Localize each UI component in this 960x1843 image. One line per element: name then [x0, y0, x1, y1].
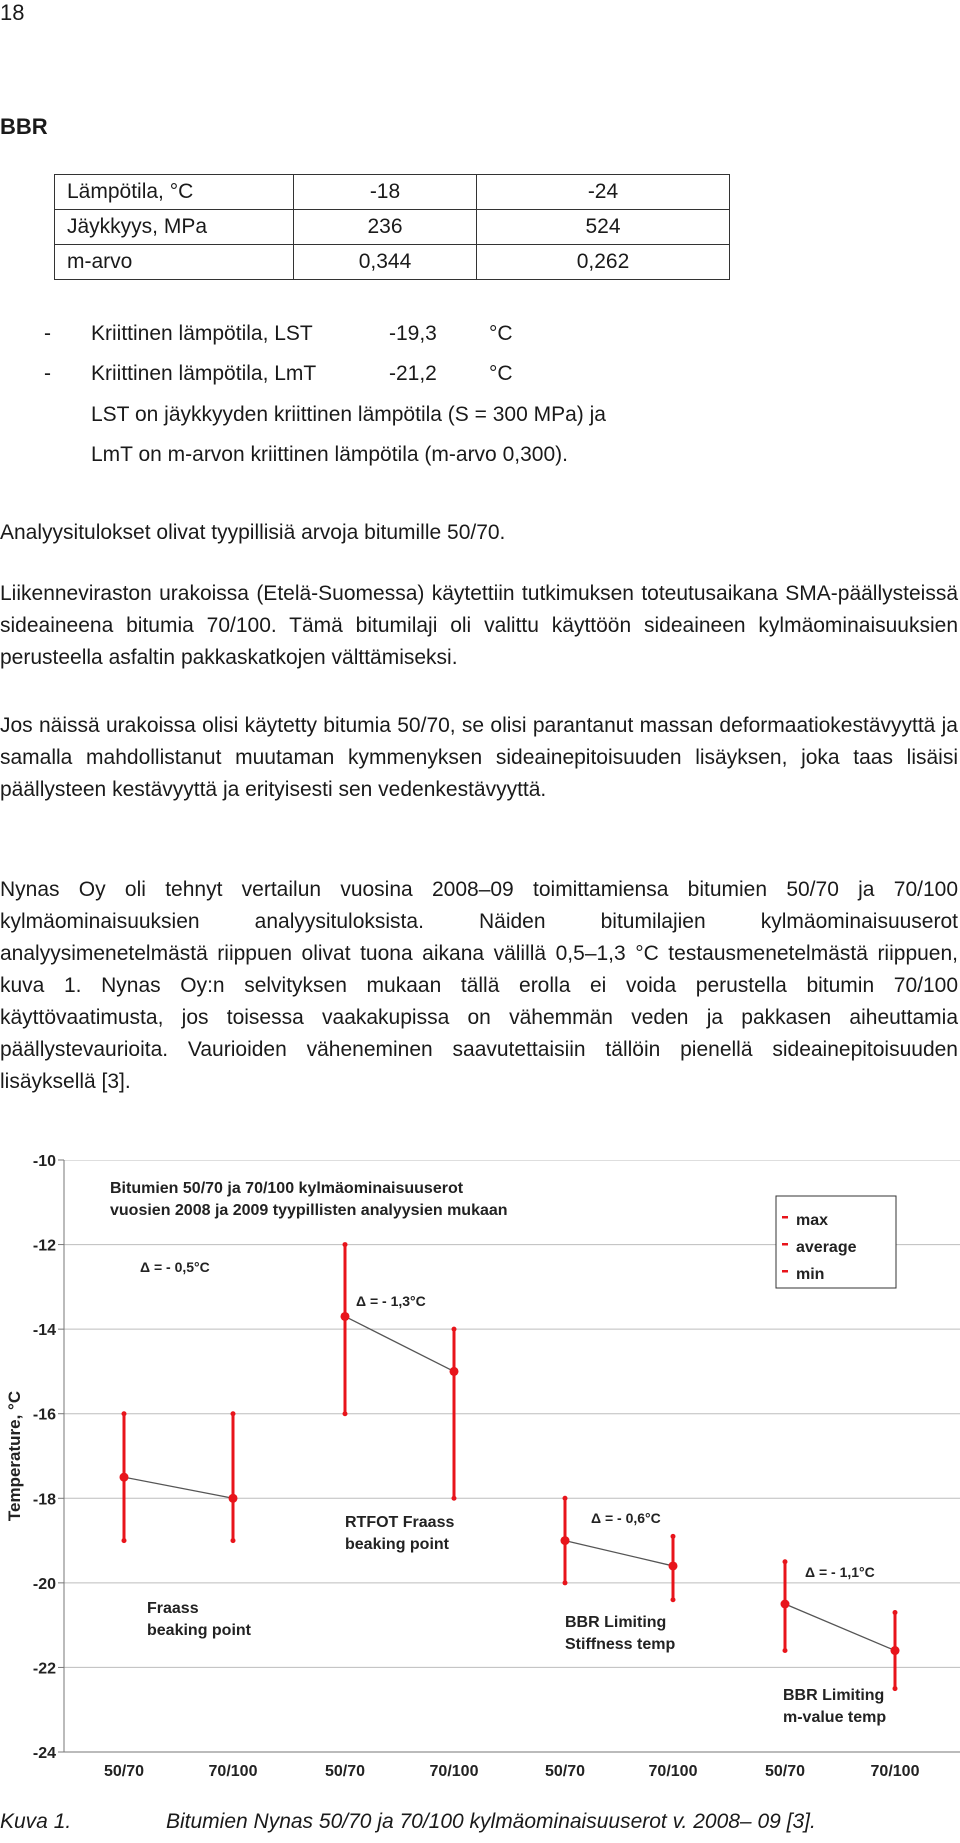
delta-annotation: Δ = - 0,5°C: [140, 1259, 210, 1275]
y-axis-label: Temperature, °C: [5, 1390, 24, 1522]
average-marker: [450, 1367, 459, 1376]
min-marker: [563, 1580, 568, 1585]
table-cell: Jäykkyys, MPa: [55, 210, 294, 245]
average-connector-line: [345, 1316, 454, 1371]
list-item-unit: °C: [489, 362, 513, 385]
max-marker: [563, 1496, 568, 1501]
delta-annotation: Δ = - 1,3°C: [356, 1293, 426, 1309]
x-tick-label: 50/70: [324, 1763, 366, 1780]
x-tick-label: 50/70: [544, 1763, 586, 1780]
max-marker: [343, 1242, 348, 1247]
max-marker: [231, 1411, 236, 1416]
average-marker: [229, 1494, 238, 1503]
min-marker: [452, 1496, 457, 1501]
list-bullet: -: [44, 362, 51, 385]
table-cell: 0,344: [294, 245, 477, 280]
x-tick-label: 70/100: [648, 1763, 698, 1780]
list-item-label: Kriittinen lämpötila, LST: [91, 322, 313, 345]
y-tick-label: -20: [32, 1575, 56, 1593]
y-tick-label: -22: [32, 1660, 56, 1678]
figure-caption-label: Kuva 1.: [0, 1810, 72, 1833]
legend-entry: max: [796, 1212, 829, 1229]
properties-table: [54, 174, 730, 280]
list-note: LmT on m-arvon kriittinen lämpötila (m-arvo 0,300).: [91, 443, 568, 466]
min-marker: [122, 1538, 127, 1543]
y-tick-label: -14: [32, 1322, 56, 1340]
average-marker: [561, 1536, 570, 1545]
chart-title-line1: Bitumien 50/70 ja 70/100 kylmäominaisuuserot: [110, 1180, 464, 1197]
page-number: 18: [0, 0, 25, 25]
chart-title-line2: vuosien 2008 ja 2009 tyypillisten analyysien mukaan: [110, 1202, 508, 1219]
max-marker: [783, 1559, 788, 1564]
list-item-value: -21,2: [389, 362, 437, 385]
x-tick-label: 70/100: [870, 1763, 920, 1780]
average-marker: [891, 1646, 900, 1655]
x-tick-label: 70/100: [208, 1763, 258, 1780]
average-marker: [669, 1561, 678, 1570]
table-row: [55, 245, 730, 280]
y-tick-label: -16: [32, 1406, 56, 1424]
group-label: beaking point: [345, 1536, 449, 1553]
legend-marker: [782, 1216, 788, 1219]
legend-entry: average: [796, 1239, 857, 1256]
y-tick-label: -18: [32, 1491, 56, 1509]
temperature-chart: [0, 1140, 960, 1780]
list-bullet: -: [44, 322, 51, 345]
max-marker: [122, 1411, 127, 1416]
list-note: LST on jäykkyyden kriittinen lämpötila (S = 300 MPa) ja: [91, 403, 606, 426]
list-item-value: -19,3: [389, 322, 437, 345]
y-tick-label: -10: [32, 1153, 56, 1170]
table-cell: 0,262: [477, 245, 730, 280]
section-heading: BBR: [0, 114, 48, 139]
paragraph: Jos näissä urakoissa olisi käytetty bitumia 50/70, se olisi parantanut massan deformaatiokestävyyttä ja samalla mahdollistanut muutaman kymmenyksen sideainepitoisuuden lisäyksen, joka taas lisäisi päällysteen kestävyyttä ja erityisesti sen vedenkestävyyttä.: [0, 714, 958, 801]
group-label: m-value temp: [783, 1709, 887, 1726]
delta-annotation: Δ = - 0,6°C: [591, 1510, 661, 1526]
list-item-unit: °C: [489, 322, 513, 345]
list-item-label: Kriittinen lämpötila, LmT: [91, 362, 317, 385]
table-cell: -24: [477, 175, 730, 210]
min-marker: [231, 1538, 236, 1543]
average-marker: [781, 1600, 790, 1609]
legend-marker: [782, 1243, 788, 1246]
average-marker: [120, 1473, 129, 1482]
legend-marker: [782, 1270, 788, 1273]
table-cell: m-arvo: [55, 245, 294, 280]
group-label: beaking point: [147, 1622, 251, 1639]
table-cell: 236: [294, 210, 477, 245]
min-marker: [783, 1648, 788, 1653]
table-cell: Lämpötila, °C: [55, 175, 294, 210]
y-tick-label: -12: [32, 1237, 56, 1255]
y-tick-label: -24: [32, 1745, 56, 1762]
min-marker: [671, 1597, 676, 1602]
delta-annotation: Δ = - 1,1°C: [805, 1564, 875, 1580]
max-marker: [893, 1610, 898, 1615]
group-label: BBR Limiting: [783, 1687, 885, 1704]
average-connector-line: [124, 1477, 233, 1498]
average-marker: [341, 1312, 350, 1321]
group-label: Stiffness temp: [565, 1636, 676, 1653]
figure-caption-text: Bitumien Nynas 50/70 ja 70/100 kylmäominaisuuserot v. 2008– 09 [3].: [166, 1810, 816, 1833]
x-tick-label: 50/70: [764, 1763, 806, 1780]
legend-entry: min: [796, 1266, 825, 1283]
x-tick-label: 70/100: [429, 1763, 479, 1780]
table-cell: 524: [477, 210, 730, 245]
table-row: [55, 210, 730, 245]
average-connector-line: [565, 1541, 673, 1566]
paragraph: Liikenneviraston urakoissa (Etelä-Suomessa) käytettiin tutkimuksen toteutusaikana SMA-päällysteissä sideaineena bitumia 70/100. Tämä bitumilaji oli valittu käyttöön sideaineen kylmäominaisuuksien perusteella asfaltin pakkaskatkojen välttämiseksi.: [0, 582, 958, 669]
paragraph: Analyysitulokset olivat tyypillisiä arvoja bitumille 50/70.: [0, 521, 506, 544]
group-label: RTFOT Fraass: [345, 1514, 455, 1531]
max-marker: [671, 1534, 676, 1539]
paragraph: Nynas Oy oli tehnyt vertailun vuosina 2008–09 toimittamiensa bitumien 50/70 ja 70/100 kylmäominaisuuksien analyysituloksista. Näiden bitumilajien kylmäominaisuuserot analyysimenetelmästä riippuen olivat tuona aikana välillä 0,5–1,3 °C testausmenetelmästä riippuen, kuva 1. Nynas Oy:n selvityksen mukaan tällä erolla ei voida perustella bitumin 70/100 käyttövaatimusta, jos toisessa vaakakupissa on vähemmän veden ja pakkasen aiheuttamia päällystevaurioita. Vaurioiden väheneminen saavutettaisiin tällöin pienellä sideainepitoisuuden lisäyksellä [3].: [0, 878, 958, 1093]
min-marker: [893, 1686, 898, 1691]
group-label: Fraass: [147, 1600, 199, 1617]
table-cell: -18: [294, 175, 477, 210]
min-marker: [343, 1411, 348, 1416]
average-connector-line: [785, 1604, 895, 1651]
group-label: BBR Limiting: [565, 1614, 667, 1631]
max-marker: [452, 1327, 457, 1332]
x-tick-label: 50/70: [103, 1763, 145, 1780]
table-row: [55, 175, 730, 210]
